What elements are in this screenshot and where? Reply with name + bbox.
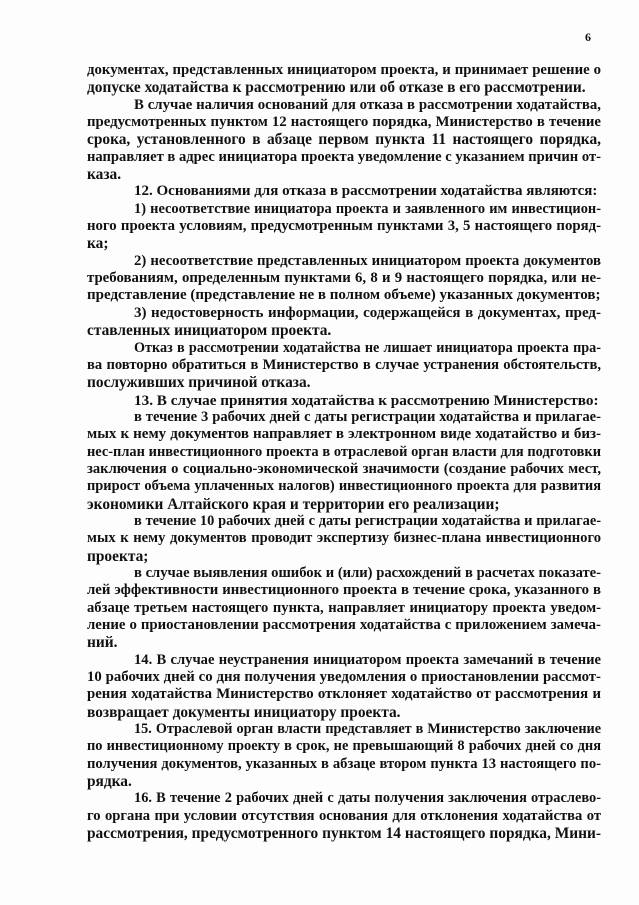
text-line: лей эффективности инвестиционного проекта в течение срока, указанного в xyxy=(87,582,601,599)
text-line: проекта; xyxy=(87,547,149,565)
text-line: рассмотрения, предусмотренного пунктом 14 настоящего порядка, Мини- xyxy=(87,825,601,843)
text-line: 12. Основаниями для отказа в рассмотрении ходатайства являются: xyxy=(134,183,598,200)
document-body xyxy=(87,62,601,842)
text-line: 13. В случае принятия ходатайства к рассмотрению Министерство: xyxy=(134,391,599,409)
text-line: 2) несоответствие представленных инициатором проекта документов xyxy=(134,252,601,269)
text-line: ний. xyxy=(87,634,118,652)
text-line: ного проекта условиям, предусмотренным пунктами 3, 5 настоящего поряд- xyxy=(87,218,601,235)
text-line: в течение 10 рабочих дней с даты регистрации ходатайства и прилагае- xyxy=(134,512,601,529)
text-line: возвращает документы инициатору проекта. xyxy=(87,703,401,721)
text-line: экономики Алтайского края и территории его реализации; xyxy=(87,495,500,513)
text-line: рения ходатайства Министерство отклоняет ходатайство от рассмотрения и xyxy=(87,686,601,703)
text-line: 3) недостоверность информации, содержащейся в документах, пред- xyxy=(134,304,601,321)
text-line: 10 рабочих дней со дня получения уведомления о приостановлении рассмот- xyxy=(87,669,601,686)
text-line: 14. В случае неустранения инициатором проекта замечаний в течение xyxy=(134,651,601,668)
text-line: Отказ в рассмотрении ходатайства не лишает инициатора проекта пра- xyxy=(134,339,601,356)
text-line: 16. В течение 2 рабочих дней с даты получения заключения отраслево- xyxy=(134,790,601,807)
text-line: в случае выявления ошибок и (или) расхождений в расчетах показате- xyxy=(134,564,601,581)
text-line: требованиям, определенным пунктами 6, 8 и 9 настоящего порядка, или не- xyxy=(87,270,601,287)
text-line: нес-план инвестиционного проекта в отраслевой орган власти для подготовки xyxy=(87,443,601,460)
text-line: каза. xyxy=(87,166,122,184)
text-line: ление о приостановлении рассмотрения ходатайства с приложением замеча- xyxy=(87,617,601,633)
text-line: мых к нему документов проводит экспертизу бизнес-плана инвестиционного xyxy=(87,530,601,547)
text-line: прирост объема уплаченных налогов) инвестиционного проекта для развития xyxy=(87,478,601,495)
text-line: предусмотренных пунктом 12 настоящего порядка, Министерство в течение xyxy=(87,114,601,131)
text-line: в течение 3 рабочих дней с даты регистрации ходатайства и прилагае- xyxy=(134,408,601,425)
page-number: 6 xyxy=(585,30,591,44)
text-line: рядка. xyxy=(87,773,132,791)
text-line: мых к нему документов направляет в электронном виде ходатайство и биз- xyxy=(87,426,601,443)
text-line: абзаце третьем настоящего пункта, направляет инициатору проекта уведом- xyxy=(87,599,601,616)
text-line: ставленных инициатором проекта. xyxy=(87,322,332,340)
text-line: представление (представление не в полном объеме) указанных документов; xyxy=(87,287,601,304)
text-line: ва повторно обратиться в Министерство в случае устранения обстоятельств, xyxy=(87,356,601,373)
text-line: 15. Отраслевой орган власти представляет в Министерство заключение xyxy=(134,721,601,738)
text-line: послуживших причиной отказа. xyxy=(87,374,311,392)
text-line: го органа при условии отсутствия основания для отклонения ходатайства от xyxy=(87,807,601,824)
text-line: по инвестиционному проекту в срок, не превышающий 8 рабочих дней со дня xyxy=(87,738,601,755)
text-line: 1) несоответствие инициатора проекта и заявленного им инвестицион- xyxy=(134,200,601,217)
text-line: допуске ходатайства к рассмотрению или об отказе в его рассмотрении. xyxy=(87,79,586,97)
text-line: направляет в адрес инициатора проекта уведомление с указанием причин от- xyxy=(87,148,601,165)
text-line: заключения о социально-экономической значимости (создание рабочих мест, xyxy=(87,460,601,477)
text-line: документах, представленных инициатором проекта, и принимает решение о xyxy=(87,62,601,78)
text-line: ка; xyxy=(87,235,109,253)
text-line: В случае наличия оснований для отказа в рассмотрении ходатайства, xyxy=(134,96,601,113)
text-line: срока, установленного в абзаце первом пункта 11 настоящего порядка, xyxy=(87,131,601,149)
text-line: получения документов, указанных в абзаце втором пункта 13 настоящего по- xyxy=(87,755,601,772)
